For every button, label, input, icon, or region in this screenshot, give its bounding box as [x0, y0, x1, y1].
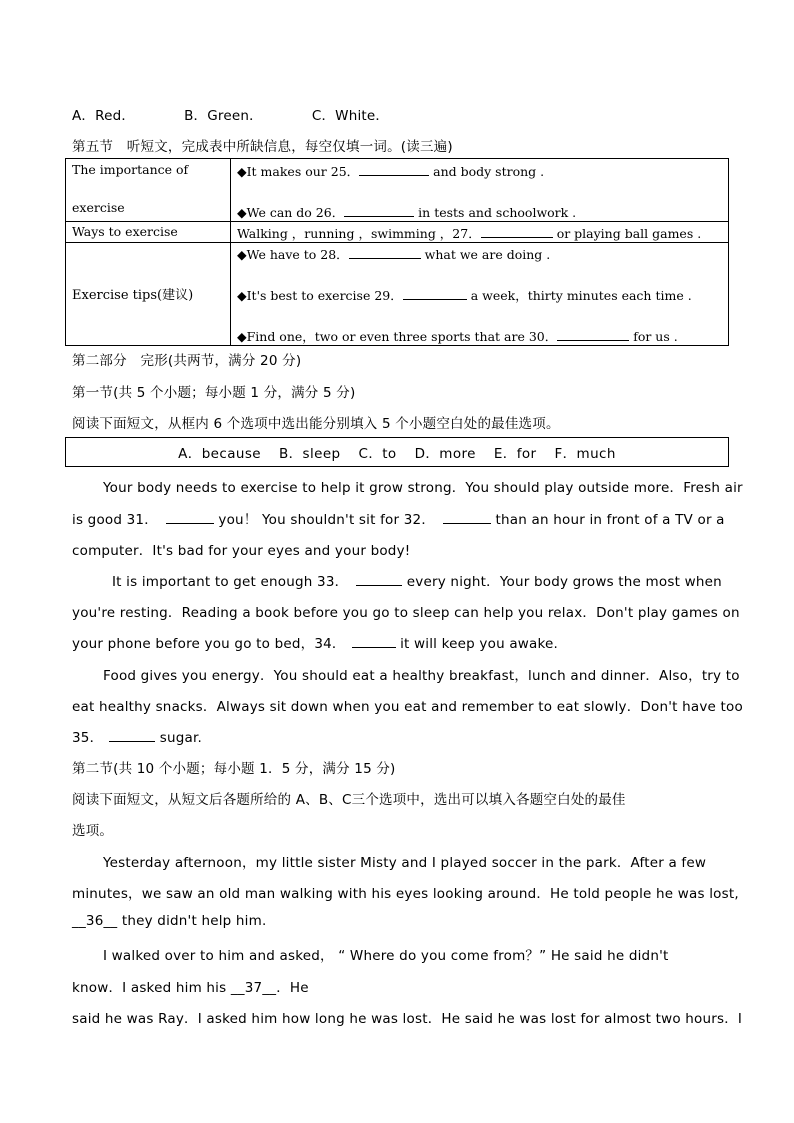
- passage3-line: 35． sugar.: [72, 730, 203, 746]
- option-b: B．Green．: [184, 108, 263, 124]
- section2-instructions-cont: 选项。: [72, 823, 114, 839]
- table-row: [66, 159, 729, 222]
- answer-blank-30[interactable]: [557, 328, 629, 341]
- option-a: A．Red．: [72, 108, 136, 124]
- section2-title: 第二节(共 10 个小题；每小题 1．5 分，满分 15 分): [72, 761, 396, 777]
- table-content-cell: ◆It makes our 25． and body strong . ◆We can do 26． in tests and schoolwork .: [231, 159, 729, 222]
- table-label-cell: Exercise tips(建议): [66, 243, 231, 346]
- option-c: C．White．: [311, 108, 390, 124]
- answer-blank-25[interactable]: [359, 163, 429, 176]
- section5-title: 第五节 听短文，完成表中所缺信息，每空仅填一词。(读三遍): [72, 139, 453, 155]
- passage2-line: you're resting．Reading a book before you go to sleep can help you relax．Don't play games on: [72, 605, 740, 621]
- answer-blank-32[interactable]: [443, 511, 491, 524]
- table-row: [66, 222, 729, 243]
- answer-blank-34[interactable]: [352, 635, 396, 648]
- passage3-line: eat healthy snacks．Always sit down when you eat and remember to eat slowly．Don't have too: [72, 699, 743, 715]
- table-content-cell: ◆We have to 28． what we are doing . ◆It's best to exercise 29． a week，thirty minutes each time . ◆Find one，two or even three sports that are 30． for us .: [231, 243, 729, 346]
- table-label-cell: Ways to exercise: [66, 222, 231, 243]
- passage3-line: Food gives you energy．You should eat a healthy breakfast，lunch and dinner．Also，try to: [103, 668, 740, 684]
- passage5-line: said he was Ray．I asked him how long he was lost．He said he was lost for almost two hours．I: [72, 1011, 743, 1027]
- top-options: [72, 104, 389, 124]
- passage2-line: your phone before you go to bed，34． it will keep you awake.: [72, 636, 559, 652]
- passage4-line: minutes，we saw an old man walking with his eyes looking around．He told people he was lost,: [72, 886, 739, 902]
- part2-title: 第二部分 完形(共两节，满分 20 分): [72, 353, 302, 369]
- table-row: [66, 243, 729, 346]
- answer-blank-29[interactable]: [403, 287, 467, 300]
- answer-blank-26[interactable]: [344, 204, 414, 217]
- box-option-a: A．because: [178, 446, 261, 462]
- box-option-f: F．much: [554, 446, 616, 462]
- exercise-table: [65, 158, 729, 346]
- box-option-b: B．sleep: [278, 446, 341, 462]
- box-option-d: D．more: [414, 446, 476, 462]
- table-content-cell: Walking ，running ，swimming ，27． or playing ball games .: [231, 222, 729, 243]
- word-options-box: [65, 437, 729, 467]
- box-option-e: E．for: [493, 446, 537, 462]
- answer-blank-33[interactable]: [356, 573, 402, 586]
- passage1-line: computer．It's bad for your eyes and your body!: [72, 543, 411, 559]
- table-label-cell: The importance of exercise: [66, 159, 231, 222]
- answer-blank-31[interactable]: [166, 511, 214, 524]
- section1-instructions: 阅读下面短文，从框内 6 个选项中选出能分别填入 5 个小题空白处的最佳选项。: [72, 416, 560, 432]
- passage2-line: It is important to get enough 33． every night．Your body grows the most when: [112, 574, 722, 590]
- passage5-line: know．I asked him his __37__．He: [72, 980, 309, 996]
- answer-blank-27[interactable]: [481, 225, 553, 238]
- section1-title: 第一节(共 5 个小题；每小题 1 分，满分 5 分): [72, 385, 356, 401]
- passage1-line: Your body needs to exercise to help it grow strong．You should play outside more．Fresh air: [103, 480, 743, 496]
- box-option-c: C．to: [358, 446, 397, 462]
- answer-blank-35[interactable]: [109, 729, 155, 742]
- answer-blank-28[interactable]: [349, 246, 421, 259]
- passage5-line: I walked over to him and asked， “ Where do you come from？” He said he didn't: [103, 948, 669, 964]
- passage4-line: Yesterday afternoon，my little sister Misty and I played soccer in the park．After a few: [103, 855, 707, 871]
- passage1-line: is good 31． you！ You shouldn't sit for 32． than an hour in front of a TV or a: [72, 512, 725, 528]
- section2-instructions: 阅读下面短文，从短文后各题所给的 A、B、C三个选项中，选出可以填入各题空白处的最佳: [72, 792, 626, 808]
- passage4-line: __36__ they didn't help him.: [72, 913, 267, 929]
